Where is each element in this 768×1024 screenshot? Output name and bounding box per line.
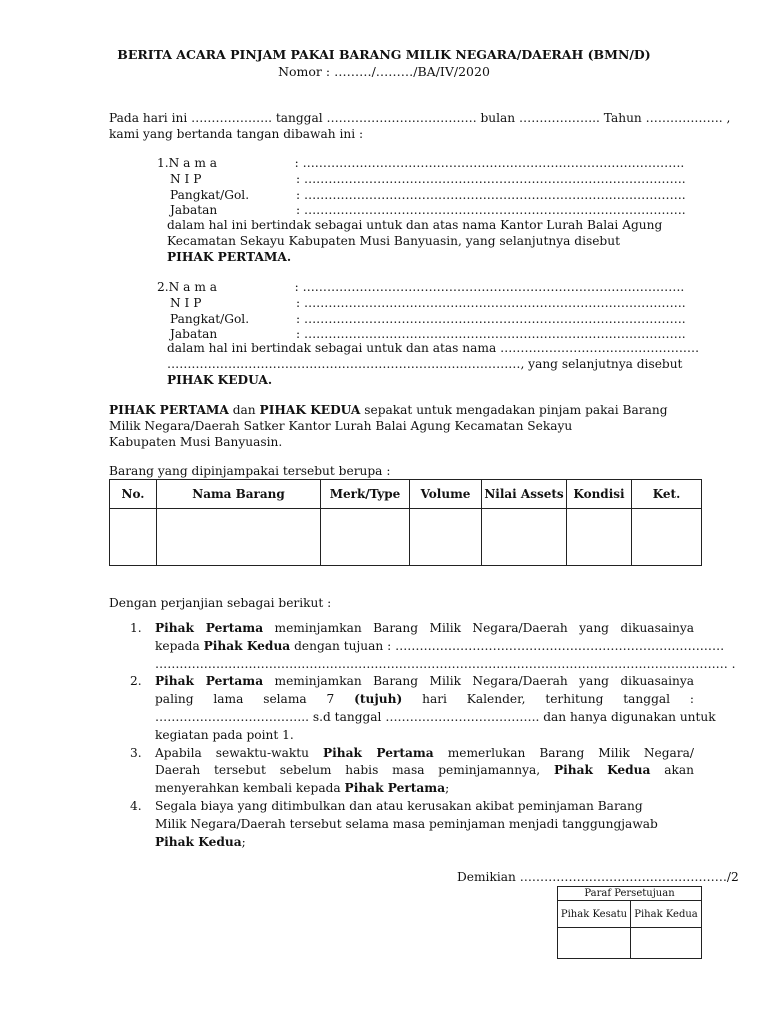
party1-nip-fill: : …………………………………………………………………………………. [296,171,686,186]
party2-pangkat-label: Pangkat/Gol. [170,311,250,326]
party2-nama-fill: : …………………………………………………………………………………. [294,280,685,294]
term-3-bold-3: Pihak Pertama [344,781,446,796]
term-3-bold-2: Pihak Kedua [553,763,651,778]
term-2 [130,673,716,744]
term-4 [130,798,694,851]
term-1 [130,620,736,673]
term-2-text-4: ……………………………….. s.d tanggal ……………………………….. dan hanya digunakan untuk [155,709,716,724]
items-table-header [110,480,702,509]
agreement-party1: PIHAK PERTAMA [109,403,229,417]
party1-desc-1: dalam hal ini bertindak sebagai untuk dan atas nama Kantor Lurah Balai Agung [167,218,663,232]
document-number: Nomor : ………/………/BA/IV/2020 [278,64,490,79]
term-2-text-1: meminjamkan Barang Milik Negara/Daerah yang dikuasainya [263,674,694,689]
term-1-text-1: meminjamkan Barang Milik Negara/Daerah yang dikuasainya [263,621,694,635]
party1-fields [157,156,686,219]
table-cell[interactable] [567,509,632,566]
col-nilai-assets: Nilai Assets [482,480,567,509]
party1-nama-fill: : …………………………………………………………………………………. [294,156,685,170]
party2-desc-1: dalam hal ini bertindak sebagai untuk dan atas nama …………………………………………. [167,341,699,355]
agreement-rest: sepakat untuk mengadakan pinjam pakai Barang [360,403,668,417]
table-cell[interactable] [321,509,410,566]
party2-desc-2: ……………………………………………………………………………, yang selanjutnya disebut [167,357,683,371]
col-volume: Volume [410,480,482,509]
paraf-sign-kedua[interactable] [631,928,702,959]
table-cell[interactable] [110,509,157,566]
term-4-text-2: Milik Negara/Daerah tersebut selama masa peminjaman menjadi tanggungjawab [155,816,658,831]
table-cell[interactable] [482,509,567,566]
table-cell[interactable] [632,509,702,566]
party2-role: PIHAK KEDUA. [167,373,273,387]
term-1-bold-1: Pihak Pertama [155,621,264,635]
party2-nip-label: N I P [170,295,202,310]
term-4-bold-1: Pihak Kedua [155,834,242,849]
paraf-col-kedua: Pihak Kedua [631,901,702,928]
items-table [109,479,702,566]
opening-line-2: kami yang bertanda tangan dibawah ini : [109,127,364,141]
term-3-bold-1: Pihak Pertama [323,745,434,760]
party2-pangkat-fill: : …………………………………………………………………………………. [296,311,686,326]
opening-line-1: Pada hari ini ……………….. tanggal ………………………………. bulan ……………….. Tahun ………………. , [109,111,731,125]
party1-desc-2: Kecamatan Sekayu Kabupaten Musi Banyuasin, yang selanjutnya disebut [167,234,620,248]
agreement-line-3: Kabupaten Musi Banyuasin. [109,435,283,449]
term-2-bold-1: Pihak Pertama [155,674,264,689]
party1-number: 1. [157,156,169,170]
term-1-bold-2: Pihak Kedua [203,638,291,653]
party1-pangkat-fill: : …………………………………………………………………………………. [296,187,686,202]
term-2-text-2: paling lama selama 7 [155,692,355,707]
table-intro: Barang yang dipinjampakai tersebut berupa : [109,464,391,478]
term-3-text-4: akan [650,763,694,778]
agreement-line-1 [109,403,668,417]
agreement-party2: PIHAK KEDUA [259,403,361,417]
term-4-text-3: ; [241,834,246,849]
term-2-text-5: kegiatan pada point 1. [155,727,294,742]
term-3-number: 3. [130,745,142,760]
paraf-sign-kesatu[interactable] [558,928,631,959]
term-3-text-5: menyerahkan kembali kepada [155,781,345,796]
col-no: No. [110,480,157,509]
term-1-number: 1. [130,621,142,635]
term-3-text-3: Daerah tersebut sebelum habis masa peminjamannya, [155,763,554,778]
party1-pangkat-label: Pangkat/Gol. [170,187,250,202]
party2-fields [157,280,686,343]
term-1-text-2: kepada [155,638,204,653]
col-nama-barang: Nama Barang [157,480,321,509]
party1-jabatan-fill: : …………………………………………………………………………………. [296,203,686,218]
col-ket: Ket. [632,480,702,509]
term-3-text-1: Apabila sewaktu-waktu [155,745,323,760]
terms-list [130,620,736,851]
party1-nip-label: N I P [170,171,202,186]
term-1-text-4: …………………………………………………………………………………………………………………………… . [155,656,736,671]
terms-intro: Dengan perjanjian sebagai berikut : [109,596,332,610]
term-1-text-3: dengan tujuan : ……………………………………………………………………… [290,638,725,653]
party1-role: PIHAK PERTAMA. [167,250,292,264]
agreement-and: dan [228,403,260,417]
paraf-title: Paraf Persetujuan [558,887,702,901]
party1-jabatan-label: Jabatan [170,203,218,218]
agreement-line-2: Milik Negara/Daerah Satker Kantor Lurah Balai Agung Kecamatan Sekayu [109,419,573,433]
term-4-text-1: Segala biaya yang ditimbulkan dan atau kerusakan akibat peminjaman Barang [155,798,643,813]
term-4-number: 4. [130,798,142,813]
closing-line: Demikian ……………………………………………/2 [457,870,739,884]
col-merk-type: Merk/Type [321,480,410,509]
document-title: BERITA ACARA PINJAM PAKAI BARANG MILIK NEGARA/DAERAH (BMN/D) [117,47,651,62]
table-cell[interactable] [157,509,321,566]
table-cell[interactable] [410,509,482,566]
party2-nama-label: N a m a [168,280,218,294]
paraf-col-kesatu: Pihak Kesatu [558,901,631,928]
table-row [110,509,702,566]
party2-number: 2. [157,280,169,294]
term-2-bold-2: (tujuh) [354,692,403,707]
term-3 [130,745,694,798]
party2-jabatan-fill: : …………………………………………………………………………………. [296,327,686,342]
term-3-text-2: memerlukan Barang Milik Negara/ [433,745,694,760]
term-2-number: 2. [130,674,142,689]
term-3-text-6: ; [445,781,450,796]
col-kondisi: Kondisi [567,480,632,509]
term-2-text-3: hari Kalender, terhitung tanggal : [402,692,694,707]
party2-jabatan-label: Jabatan [170,327,218,342]
approval-initials-table [557,886,702,959]
party2-nip-fill: : …………………………………………………………………………………. [296,295,686,310]
party1-nama-label: N a m a [168,156,218,170]
